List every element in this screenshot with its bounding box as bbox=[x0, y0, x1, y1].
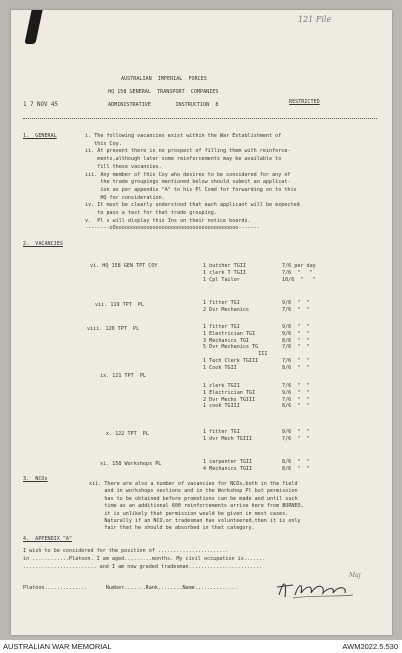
header-line3: ADMINISTRATIVE INSTRUCTION 8 bbox=[108, 102, 219, 108]
footer-institution: AUSTRALIAN WAR MEMORIAL bbox=[3, 642, 112, 651]
general-line: ments,although later some reinforcements may be available to bbox=[85, 156, 282, 163]
vacancy-position: 2 Dvr Mechs TGIII bbox=[203, 396, 256, 403]
vacancy-position: 1 carpenter TGII bbox=[203, 459, 253, 465]
section1-heading: 1. GENERAL bbox=[23, 133, 57, 139]
footer-accession: AWM2022.5.530 bbox=[342, 642, 398, 651]
vacancy-position: 1 dvr Mech TGIII bbox=[203, 435, 253, 442]
appendix-line: I wish to be considered for the position of ....................... bbox=[23, 548, 229, 554]
vacancy-unit: xi. 158 Workshops PL bbox=[100, 461, 162, 467]
vacancy-position: 1 Electrician TGI bbox=[203, 389, 256, 396]
vacancy-rate: 7/6 per day bbox=[282, 263, 316, 269]
vacancy-rate: 8/6 " " bbox=[282, 403, 310, 410]
vacancy-unit: viii. 120 TPT PL bbox=[87, 326, 140, 332]
vacancy-unit: ix. 121 TPT PL bbox=[100, 373, 147, 379]
general-line: v. Pl s will display this Ins on their notice boards. bbox=[85, 217, 251, 224]
vacancy-position: 1 cook TGIII bbox=[203, 403, 240, 410]
general-line: iii. Any member of this Coy who desires to be considered for any of bbox=[85, 171, 291, 178]
archive-footer bbox=[0, 640, 402, 653]
signature bbox=[273, 573, 383, 603]
vacancy-rate: 9/6 " " bbox=[282, 429, 310, 435]
vacancy-unit: vi. HQ 158 GEN TPT COY bbox=[90, 263, 158, 269]
vacancy-rate: 7/6 " " bbox=[282, 435, 310, 442]
general-line: to pass a test for that trade grouping. bbox=[85, 210, 217, 216]
vacancy-rate: 7/6 " " bbox=[282, 383, 310, 389]
vacancy-rate: 9/6 " " bbox=[282, 389, 310, 396]
general-line: ion as per appendix "A" to his Pl Comd for forwarding on to this bbox=[85, 186, 297, 193]
nco-line: and in workshops sections and in the Workshop Pl but permission bbox=[89, 488, 298, 495]
vacancy-position: 1 clerk T TGII bbox=[203, 269, 246, 276]
appendix-line: ........................ and I am now graded tradesman........................ bbox=[23, 564, 263, 570]
paper-clip bbox=[24, 10, 42, 44]
vacancy-rate: 7/6 " " bbox=[282, 306, 310, 313]
nco-line: Naturally if an NCO,or tradesman has volunteered,then it is only bbox=[89, 518, 301, 524]
vacancy-rate: 8/6 " " bbox=[282, 465, 310, 472]
vacancy-position: 1 fitter TGI bbox=[203, 324, 240, 330]
handwritten-reference: 121 File bbox=[298, 15, 332, 24]
classification: RESTRICTED bbox=[289, 99, 320, 105]
general-line: --------oOoooooooooooooooooooooooooooooooooooooooo------- bbox=[85, 225, 260, 232]
vacancy-position: 1 fitter TGI bbox=[203, 300, 240, 306]
nco-line: time as an additional 600 reinforcements arrive here from BORNEO, bbox=[89, 503, 304, 510]
vacancy-position: III bbox=[203, 351, 268, 358]
general-line: the trade groupings mentioned below should submit an applicat- bbox=[85, 179, 291, 186]
vacancy-unit: x. 122 TPT PL bbox=[106, 431, 149, 437]
vacancy-rate: 9/6 " " bbox=[282, 330, 310, 337]
document-sheet bbox=[11, 10, 392, 635]
vacancy-position: 2 Dvr Mechanics bbox=[203, 306, 250, 313]
general-line: iv. It must be clearly understood that each applicant will be expected bbox=[85, 202, 300, 209]
general-line: this Coy. bbox=[85, 140, 122, 147]
vacancy-position: 1 Tech Clerk TGIII bbox=[203, 358, 259, 364]
vacancy-position: 1 Electrician TGI bbox=[203, 330, 256, 337]
header-line2: HQ 158 GENERAL TRANSPORT COMPANIES bbox=[108, 89, 219, 95]
appendix-line: in ............Platoon. I am aged.........months. My civil occupation is....... bbox=[23, 556, 266, 562]
signature-note: Maj bbox=[349, 572, 361, 579]
general-line: fill these vacancies. bbox=[85, 163, 162, 170]
vacancy-rate: 7/6 " " bbox=[282, 396, 310, 403]
header-line1: AUSTRALIAN IMPERIAL FORCES bbox=[121, 76, 207, 82]
vacancy-rate: 8/6 " " bbox=[282, 364, 310, 371]
vacancy-rate: 7/6 " " bbox=[282, 344, 310, 351]
section4-heading: 4. APPENDIX "A" bbox=[23, 536, 73, 542]
nco-line: has to be obtained before promotions can be made and until such bbox=[89, 495, 298, 502]
vacancy-rate: 9/6 " " bbox=[282, 324, 310, 330]
general-line: ii. At present there is no prospect of filling them with reinforce- bbox=[85, 148, 291, 155]
vacancy-unit: vii. 119 TPT PL bbox=[95, 302, 145, 308]
vacancy-rate: 7/6 " " bbox=[282, 269, 313, 276]
vacancy-position: 1 Cpl Tailor bbox=[203, 276, 240, 283]
appendix-fields: Platoon.............. Number.......Rank........Name.............. bbox=[23, 585, 238, 591]
vacancy-rate: 8/6 " " bbox=[282, 337, 310, 344]
vacancy-rate: 7/6 " " bbox=[282, 358, 310, 364]
section2-heading: 2. VACANCIES bbox=[23, 241, 63, 247]
nco-line: it is unlikely that permission would be given in most cases. bbox=[89, 510, 289, 517]
vacancy-position: 5 Dvr Mechanics TG bbox=[203, 344, 259, 351]
vacancy-position: 1 Cook TGII bbox=[203, 364, 237, 371]
vacancy-position: 4 Mechanics TGII bbox=[203, 465, 253, 472]
nco-line: fair that he should be absorbed in that category. bbox=[89, 525, 255, 532]
general-line: i. The following vacancies exist within the War Establishment of bbox=[85, 133, 282, 139]
section3-heading: 3. NCOs bbox=[23, 476, 48, 482]
vacancy-position: 1 fitter TGI bbox=[203, 429, 240, 435]
vacancy-position: 1 butcher TGII bbox=[203, 263, 246, 269]
vacancy-position: 3 Mechanics TGI bbox=[203, 337, 250, 344]
date-stamp: 1 7 NOV 45 bbox=[23, 102, 58, 108]
header-rule bbox=[23, 118, 377, 119]
general-line: HQ for consideration. bbox=[85, 194, 165, 201]
nco-line: xii. There are also a number of vacancies for NCOs,both in the field bbox=[89, 481, 298, 487]
vacancy-position: 1 clerk TGII bbox=[203, 383, 240, 389]
vacancy-rate: 8/6 " " bbox=[282, 459, 310, 465]
vacancy-rate: 10/6 " " bbox=[282, 276, 316, 283]
vacancy-rate: 9/6 " " bbox=[282, 300, 310, 306]
